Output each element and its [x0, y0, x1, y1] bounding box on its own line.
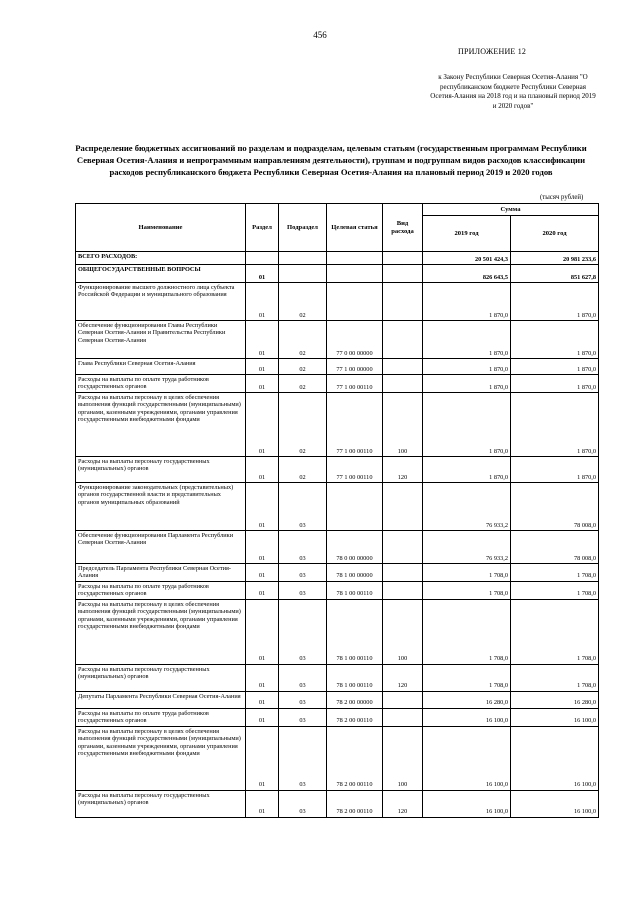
- row-target: 77 1 00 00110: [327, 393, 383, 457]
- row-target: 78 2 00 00110: [327, 790, 383, 817]
- row-type: [383, 531, 423, 564]
- row-2019: 1 708,0: [423, 599, 511, 664]
- header-2019: 2019 год: [423, 216, 511, 252]
- row-2020: 78 008,0: [511, 483, 599, 531]
- row-name: Председатель Парламента Республики Северная Осетия-Алания: [76, 564, 246, 582]
- row-type: [383, 581, 423, 599]
- header-subsection: Подраздел: [279, 204, 327, 252]
- row-target: 78 1 00 00110: [327, 664, 383, 691]
- row-subsection: [279, 252, 327, 265]
- row-section: 01: [246, 708, 279, 726]
- row-target: [327, 252, 383, 265]
- row-name: Обеспечение функционирования Главы Республики Северная Осетия-Алания и Правительства Республики Северная Осетия-Алания: [76, 321, 246, 359]
- row-type: 100: [383, 599, 423, 664]
- row-target: 77 0 00 00000: [327, 321, 383, 359]
- row-target: 78 1 00 00000: [327, 564, 383, 582]
- units-label: (тысяч рублей): [540, 194, 584, 201]
- table-row: [76, 790, 599, 817]
- row-2019: 1 708,0: [423, 581, 511, 599]
- row-subsection: 03: [279, 581, 327, 599]
- table-row: [76, 321, 599, 359]
- row-2019: 76 933,2: [423, 483, 511, 531]
- row-section: 01: [246, 375, 279, 393]
- row-name: Функционирование законодательных (представительных) органов государственной власти и представительных органов муниципальных образований: [76, 483, 246, 531]
- header-type: Вид расхода: [383, 204, 423, 252]
- row-name: Функционирование высшего должностного лица субъекта Российской Федерации и муниципального образования: [76, 283, 246, 321]
- row-2019: 1 870,0: [423, 457, 511, 483]
- row-subsection: 03: [279, 531, 327, 564]
- row-section: 01: [246, 393, 279, 457]
- row-2019: 1 708,0: [423, 664, 511, 691]
- row-2020: 1 708,0: [511, 564, 599, 582]
- row-2019: 16 100,0: [423, 790, 511, 817]
- row-2019: 16 100,0: [423, 708, 511, 726]
- table-row: [76, 252, 599, 265]
- row-2019: 1 870,0: [423, 375, 511, 393]
- row-section: 01: [246, 359, 279, 375]
- row-target: [327, 483, 383, 531]
- row-type: 120: [383, 790, 423, 817]
- row-target: 77 1 00 00110: [327, 457, 383, 483]
- table-row: [76, 483, 599, 531]
- row-section: 01: [246, 599, 279, 664]
- row-section: 01: [246, 691, 279, 708]
- row-target: 78 0 00 00000: [327, 531, 383, 564]
- row-2019: 1 708,0: [423, 564, 511, 582]
- header-target: Целевая статья: [327, 204, 383, 252]
- table-row: [76, 664, 599, 691]
- row-section: 01: [246, 483, 279, 531]
- row-section: [246, 252, 279, 265]
- budget-table: [75, 203, 599, 818]
- row-name: ОБЩЕГОСУДАРСТВЕННЫЕ ВОПРОСЫ: [76, 265, 246, 283]
- row-target: 78 2 00 00110: [327, 708, 383, 726]
- row-section: 01: [246, 265, 279, 283]
- row-type: 100: [383, 393, 423, 457]
- row-name: Расходы на выплаты персоналу государственных (муниципальных) органов: [76, 457, 246, 483]
- row-2020: 1 870,0: [511, 393, 599, 457]
- page-number: 456: [313, 30, 327, 40]
- row-type: [383, 691, 423, 708]
- row-2020: 16 100,0: [511, 708, 599, 726]
- row-subsection: 03: [279, 691, 327, 708]
- row-2019: 76 933,2: [423, 531, 511, 564]
- table-row: [76, 581, 599, 599]
- row-target: [327, 283, 383, 321]
- row-name: Обеспечение функционирования Парламента Республики Северная Осетия-Алания: [76, 531, 246, 564]
- row-2019: 16 280,0: [423, 691, 511, 708]
- row-subsection: 03: [279, 483, 327, 531]
- row-2020: 1 870,0: [511, 321, 599, 359]
- row-name: Расходы на выплаты персоналу в целях обеспечения выполнения функций государственными (муниципальными) органами, казенными учреждениями, органами управления государственными внебюджетными фондами: [76, 726, 246, 790]
- row-2020: 16 100,0: [511, 790, 599, 817]
- row-section: 01: [246, 581, 279, 599]
- header-name: Наименование: [76, 204, 246, 252]
- row-subsection: 02: [279, 457, 327, 483]
- row-2020: 1 870,0: [511, 359, 599, 375]
- table-body: [76, 252, 599, 818]
- row-2020: 1 870,0: [511, 375, 599, 393]
- row-target: 78 1 00 00110: [327, 581, 383, 599]
- row-subsection: 02: [279, 359, 327, 375]
- header-section: Раздел: [246, 204, 279, 252]
- row-2019: 1 870,0: [423, 359, 511, 375]
- row-2020: 1 708,0: [511, 599, 599, 664]
- row-subsection: [279, 265, 327, 283]
- law-reference: к Закону Республики Северная Осетия-Алания "О республиканском бюджете Республики Северная Осетия-Алания на 2018 год и на плановый период 2019 и 2020 годов": [430, 73, 596, 110]
- row-target: 78 2 00 00000: [327, 691, 383, 708]
- row-subsection: 03: [279, 726, 327, 790]
- row-2020: 16 100,0: [511, 726, 599, 790]
- row-name: Расходы на выплаты персоналу в целях обеспечения выполнения функций государственными (муниципальными) органами, казенными учреждениями, органами управления государственными внебюджетными фондами: [76, 393, 246, 457]
- row-2019: 16 100,0: [423, 726, 511, 790]
- table-row: [76, 375, 599, 393]
- row-2020: 1 870,0: [511, 283, 599, 321]
- row-2019: 1 870,0: [423, 393, 511, 457]
- row-section: 01: [246, 726, 279, 790]
- row-subsection: 02: [279, 321, 327, 359]
- row-type: 120: [383, 457, 423, 483]
- row-target: 78 1 00 00110: [327, 599, 383, 664]
- row-type: [383, 483, 423, 531]
- row-subsection: 03: [279, 564, 327, 582]
- row-name: Депутаты Парламента Республики Северная Осетия-Алания: [76, 691, 246, 708]
- row-name: Расходы на выплаты персоналу государственных (муниципальных) органов: [76, 790, 246, 817]
- row-2020: 851 627,8: [511, 265, 599, 283]
- row-2020: 78 008,0: [511, 531, 599, 564]
- row-name: Расходы на выплаты персоналу в целях обеспечения выполнения функций государственными (муниципальными) органами, казенными учреждениями, органами управления государственными внебюджетными фондами: [76, 599, 246, 664]
- row-type: [383, 564, 423, 582]
- table-row: [76, 599, 599, 664]
- table-row: [76, 359, 599, 375]
- row-name: Глава Республики Северная Осетия-Алания: [76, 359, 246, 375]
- row-subsection: 02: [279, 283, 327, 321]
- row-name: Расходы на выплаты персоналу государственных (муниципальных) органов: [76, 664, 246, 691]
- table-row: [76, 691, 599, 708]
- row-target: 77 1 00 00110: [327, 375, 383, 393]
- table-row: [76, 393, 599, 457]
- row-2019: 826 643,5: [423, 265, 511, 283]
- row-section: 01: [246, 790, 279, 817]
- table-row: [76, 726, 599, 790]
- row-2020: 20 981 233,6: [511, 252, 599, 265]
- row-section: 01: [246, 564, 279, 582]
- row-section: 01: [246, 664, 279, 691]
- header-sum: Сумма: [423, 204, 599, 216]
- table-row: [76, 283, 599, 321]
- row-section: 01: [246, 321, 279, 359]
- row-2019: 1 870,0: [423, 321, 511, 359]
- row-type: [383, 375, 423, 393]
- table-row: [76, 457, 599, 483]
- row-2020: 1 708,0: [511, 664, 599, 691]
- row-type: [383, 359, 423, 375]
- row-name: Расходы на выплаты по оплате труда работников государственных органов: [76, 581, 246, 599]
- row-target: 77 1 00 00000: [327, 359, 383, 375]
- row-name: ВСЕГО РАСХОДОВ:: [76, 252, 246, 265]
- row-section: 01: [246, 531, 279, 564]
- row-type: [383, 321, 423, 359]
- row-target: 78 2 00 00110: [327, 726, 383, 790]
- row-type: 120: [383, 664, 423, 691]
- row-type: 100: [383, 726, 423, 790]
- table-row: [76, 265, 599, 283]
- row-subsection: 03: [279, 599, 327, 664]
- row-2019: 1 870,0: [423, 283, 511, 321]
- row-section: 01: [246, 283, 279, 321]
- row-subsection: 03: [279, 664, 327, 691]
- header-2020: 2020 год: [511, 216, 599, 252]
- document-title: Распределение бюджетных ассигнований по разделам и подразделам, целевым статьям (государственным программам Республики Северная Осетия-Алания и непрограммным направлениям деятельности), группам и подгруппам видов расходов классификации расходов республиканского бюджета Республики Северная Осетия-Алания на плановый период 2019 и 2020 годов: [75, 143, 587, 177]
- row-target: [327, 265, 383, 283]
- table-row: [76, 708, 599, 726]
- table-row: [76, 531, 599, 564]
- row-name: Расходы на выплаты по оплате труда работников государственных органов: [76, 375, 246, 393]
- row-type: [383, 708, 423, 726]
- row-2019: 20 501 424,3: [423, 252, 511, 265]
- row-section: 01: [246, 457, 279, 483]
- row-2020: 1 870,0: [511, 457, 599, 483]
- row-2020: 1 708,0: [511, 581, 599, 599]
- row-type: [383, 265, 423, 283]
- row-subsection: 02: [279, 375, 327, 393]
- row-name: Расходы на выплаты по оплате труда работников государственных органов: [76, 708, 246, 726]
- row-type: [383, 283, 423, 321]
- row-subsection: 03: [279, 708, 327, 726]
- row-subsection: 02: [279, 393, 327, 457]
- row-type: [383, 252, 423, 265]
- appendix-label: ПРИЛОЖЕНИЕ 12: [458, 47, 527, 56]
- row-2020: 16 280,0: [511, 691, 599, 708]
- table-row: [76, 564, 599, 582]
- row-subsection: 03: [279, 790, 327, 817]
